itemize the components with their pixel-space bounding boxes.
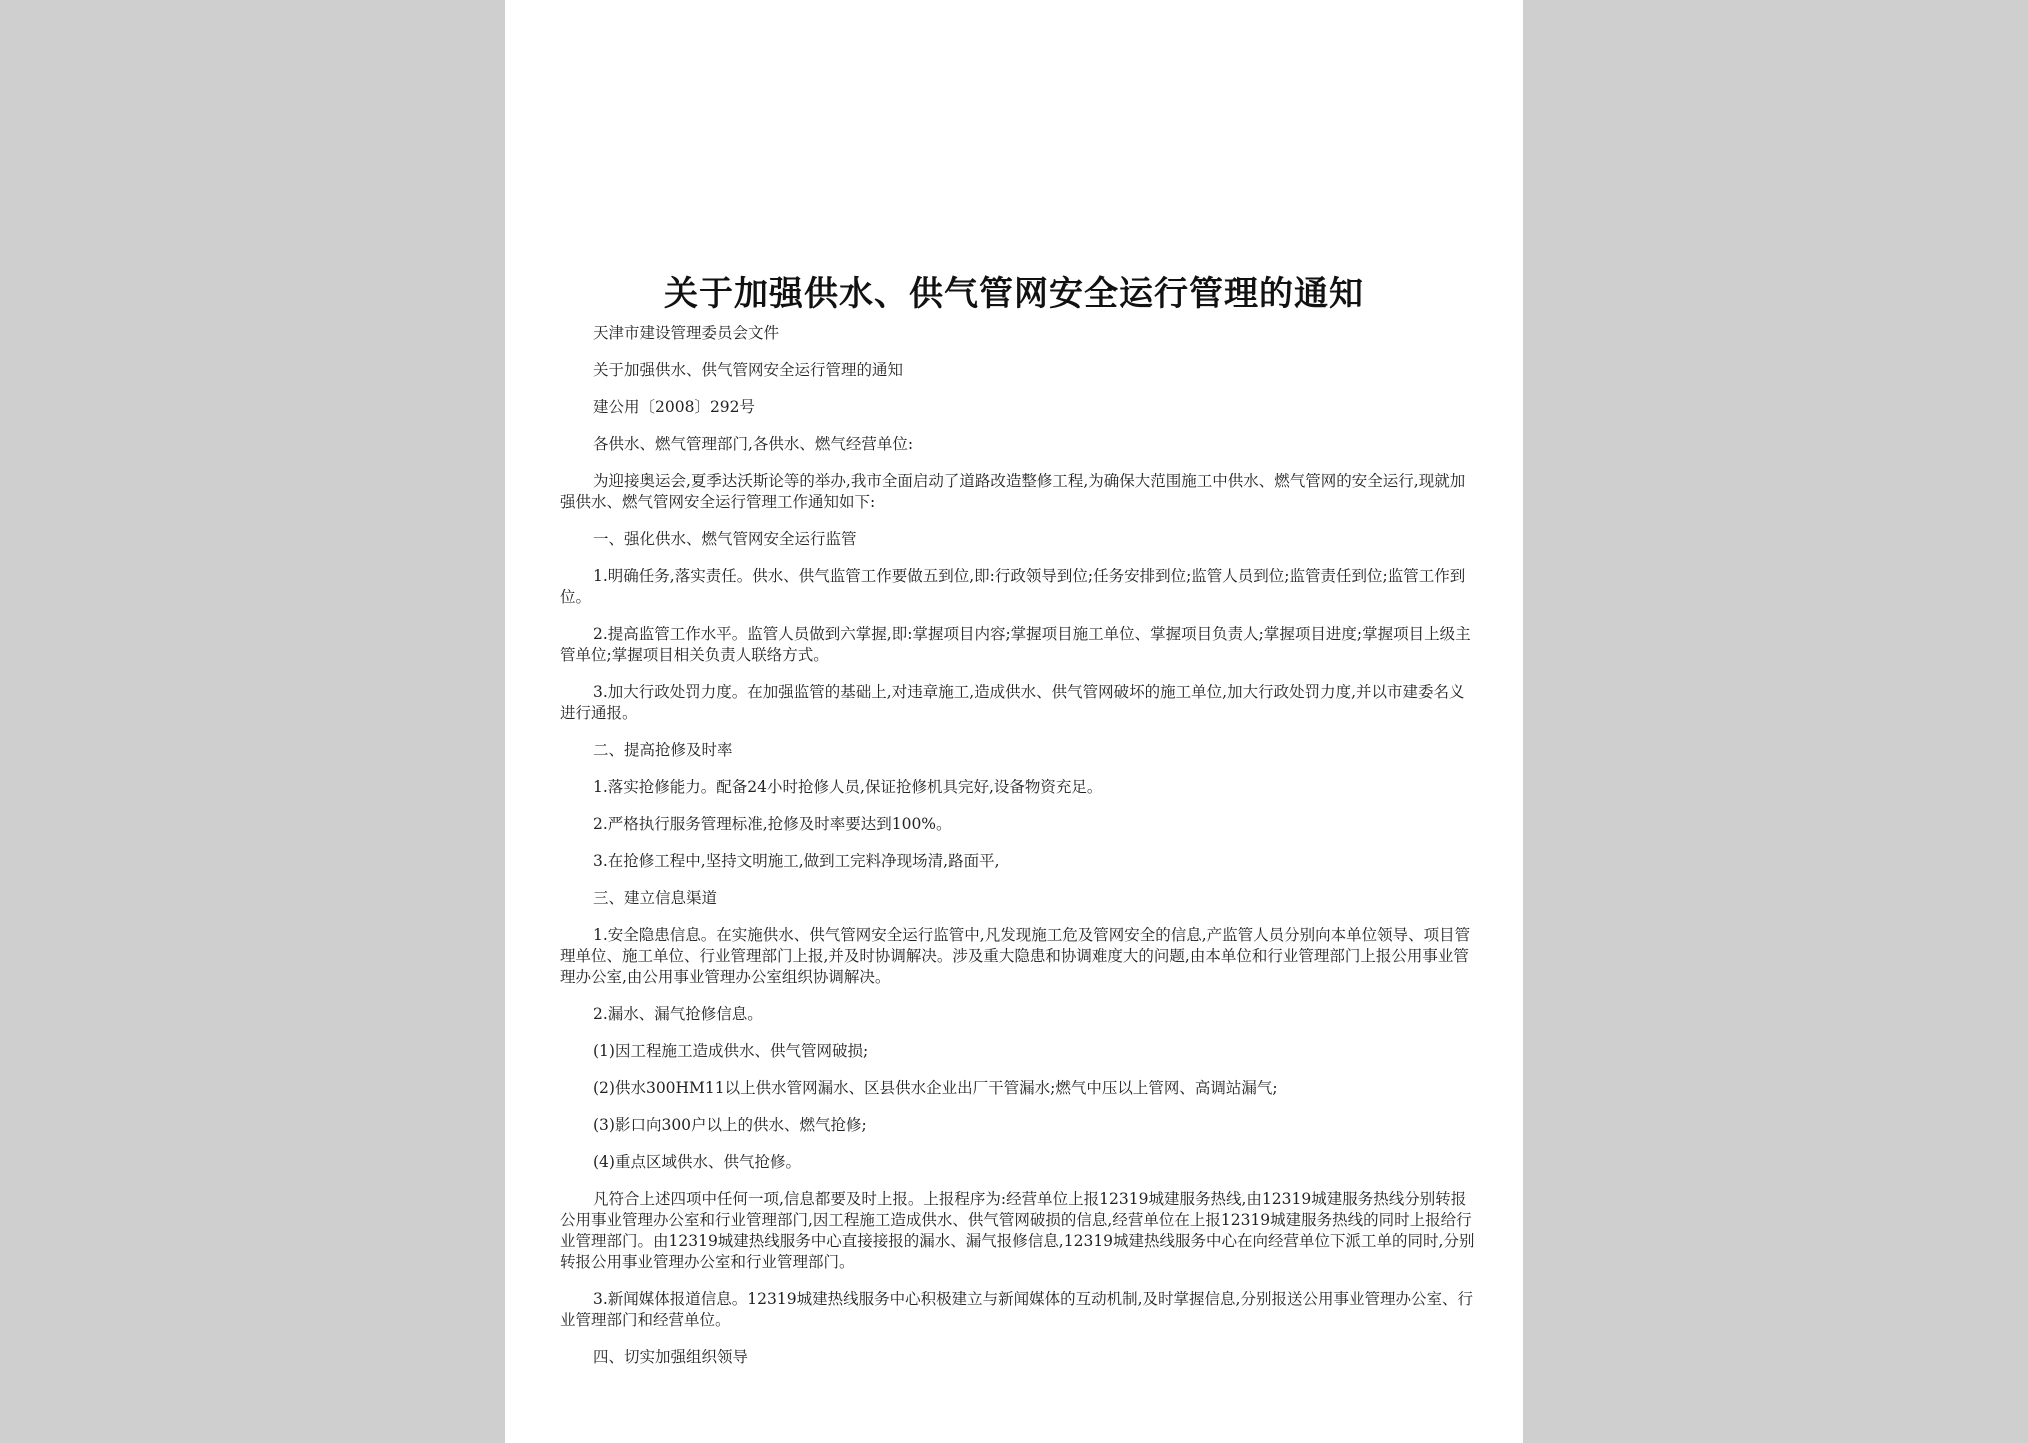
section-heading-1: 一、强化供水、燃气管网安全运行监管 bbox=[593, 530, 857, 548]
issuer-line: 天津市建设管理委员会文件 bbox=[593, 324, 780, 342]
intro-paragraph: 为迎接奥运会,夏季达沃斯论等的举办,我市全面启动了道路改造整修工程,为确保大范围施工中供水、燃气管网的安全运行,现就加强供水、燃气管网安全运行管理工作通知如下: bbox=[560, 472, 1466, 511]
section-heading-3: 三、建立信息渠道 bbox=[593, 889, 718, 907]
list-item-4: (4)重点区域供水、供气抢修。 bbox=[593, 1153, 801, 1171]
section-heading-2: 二、提高抢修及时率 bbox=[593, 741, 733, 759]
section-heading-4: 四、切实加强组织领导 bbox=[593, 1348, 749, 1366]
document-page bbox=[505, 0, 1523, 1443]
paragraph-2-3: 3.在抢修工程中,坚持文明施工,做到工完料净现场清,路面平, bbox=[593, 852, 1000, 870]
paragraph-1-2: 2.提高监管工作水平。监管人员做到六掌握,即:掌握项目内容;掌握项目施工单位、掌握项目负责人;掌握项目进度;掌握项目上级主管单位;掌握项目相关负责人联络方式。 bbox=[560, 625, 1471, 664]
list-item-1: (1)因工程施工造成供水、供气管网破损; bbox=[593, 1042, 869, 1060]
reporting-paragraph: 凡符合上述四项中任何一项,信息都要及时上报。上报程序为:经营单位上报12319城建服务热线,由12319城建服务热线分别转报公用事业管理办公室和行业管理部门,因工程施工造成供水、供气管网破损的信息,经营单位在上报12319城建服务热线的同时上报给行业管理部门。由12319城建热线服务中心直接接报的漏水、漏气报修信息,12319城建热线服务中心在向经营单位下派工单的同时,分别转报公用事业管理办公室和行业管理部门。 bbox=[560, 1190, 1475, 1271]
paragraph-2-1: 1.落实抢修能力。配备24小时抢修人员,保证抢修机具完好,设备物资充足。 bbox=[593, 778, 1103, 796]
paragraph-1-3: 3.加大行政处罚力度。在加强监管的基础上,对违章施工,造成供水、供气管网破坏的施工单位,加大行政处罚力度,并以市建委名义进行通报。 bbox=[560, 683, 1465, 722]
recipients-line: 各供水、燃气管理部门,各供水、燃气经营单位: bbox=[593, 435, 914, 453]
paragraph-1-1: 1.明确任务,落实责任。供水、供气监管工作要做五到位,即:行政领导到位;任务安排到位;监管人员到位;监管责任到位;监管工作到位。 bbox=[560, 567, 1466, 606]
document-body bbox=[560, 323, 1475, 1384]
paragraph-2-2: 2.严格执行服务管理标准,抢修及时率要达到100%。 bbox=[593, 815, 952, 833]
subject-line: 关于加强供水、供气管网安全运行管理的通知 bbox=[593, 361, 904, 379]
document-number: 建公用〔2008〕292号 bbox=[593, 398, 756, 416]
paragraph-3-3: 3.新闻媒体报道信息。12319城建热线服务中心积极建立与新闻媒体的互动机制,及时掌握信息,分别报送公用事业管理办公室、行业管理部门和经营单位。 bbox=[560, 1290, 1473, 1329]
document-title: 关于加强供水、供气管网安全运行管理的通知 bbox=[664, 274, 1364, 314]
paragraph-3-2: 2.漏水、漏气抢修信息。 bbox=[593, 1005, 763, 1023]
paragraph-3-1: 1.安全隐患信息。在实施供水、供气管网安全运行监管中,凡发现施工危及管网安全的信息,产监管人员分别向本单位领导、项目管理单位、施工单位、行业管理部门上报,并及时协调解决。涉及重大隐患和协调难度大的问题,由本单位和行业管理部门上报公用事业管理办公室,由公用事业管理办公室组织协调解决。 bbox=[560, 926, 1471, 986]
list-item-3: (3)影口向300户以上的供水、燃气抢修; bbox=[593, 1116, 867, 1134]
list-item-2: (2)供水300HM11以上供水管网漏水、区县供水企业出厂干管漏水;燃气中压以上管网、高调站漏气; bbox=[593, 1079, 1278, 1097]
